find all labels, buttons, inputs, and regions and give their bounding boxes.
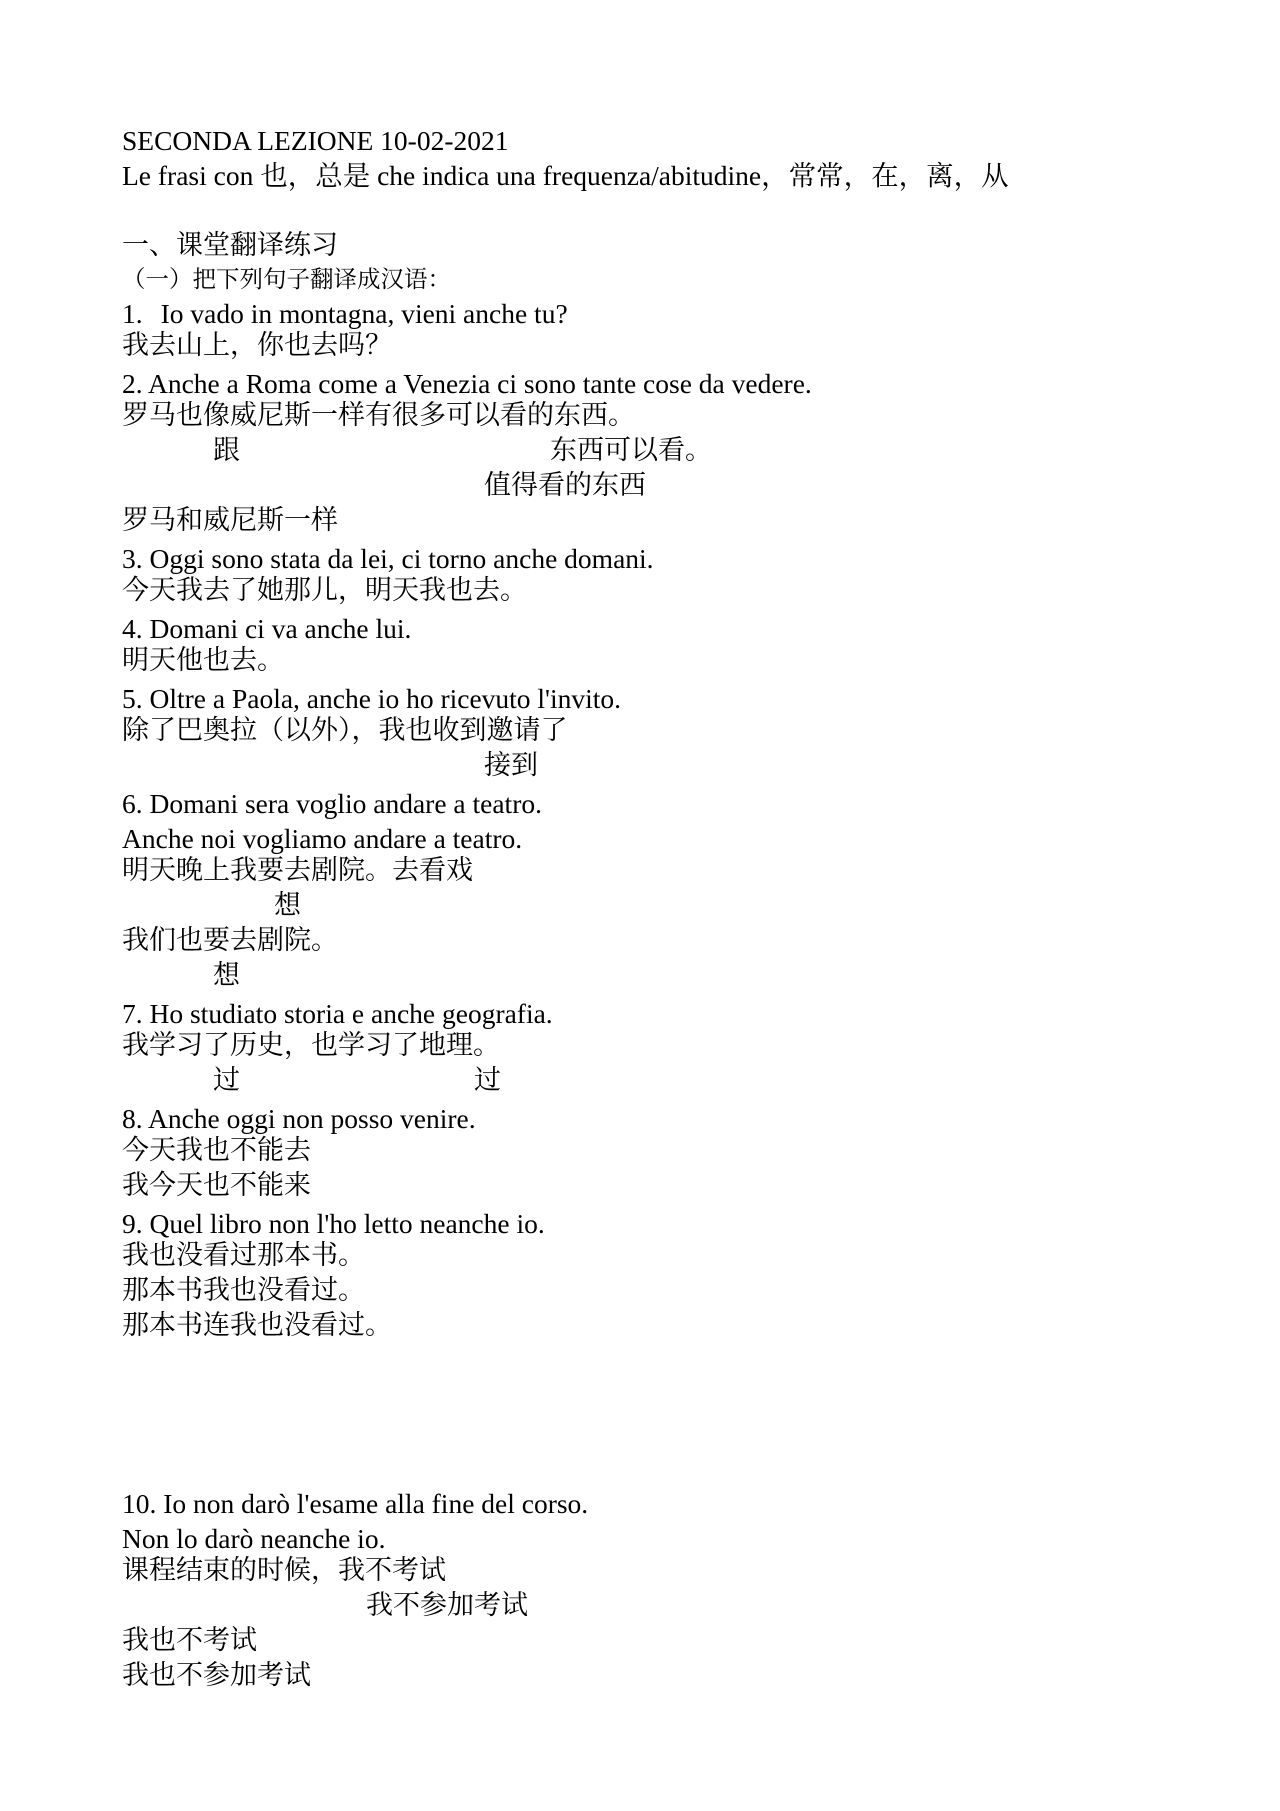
exercise-10-translation: 课程结束的时候，我不考试: [122, 1555, 446, 1586]
exercise-8-translation: 今天我也不能去: [122, 1135, 311, 1166]
exercise-6-annotation: 想: [213, 960, 240, 991]
section-heading: 一、课堂翻译练习: [122, 230, 338, 261]
exercise-10-source: 10. Io non darò l'esame alla fine del corso.: [122, 1488, 589, 1519]
exercise-1-translation: 我去山上，你也去吗？: [122, 330, 392, 361]
exercise-3-source: 3. Oggi sono stata da lei, ci torno anche domani.: [122, 543, 654, 574]
exercise-9-translation: 我也没看过那本书。: [122, 1240, 365, 1271]
exercise-6-source-2: Anche noi vogliamo andare a teatro.: [122, 823, 523, 854]
exercise-8-source: 8. Anche oggi non posso venire.: [122, 1103, 476, 1134]
page-subtitle: Le frasi con 也，总是 che indica una frequenza/abitudine，常常，在，离，从: [122, 160, 1009, 191]
exercise-10-source-2: Non lo darò neanche io.: [122, 1523, 386, 1554]
exercise-1-source-text: Io vado in montagna, vieni anche tu?: [160, 298, 568, 329]
exercise-7-source: 7. Ho studiato storia e anche geografia.: [122, 998, 553, 1029]
exercise-2-annotation: 东西可以看。: [550, 435, 712, 466]
exercise-10-translation: 我也不参加考试: [122, 1660, 311, 1691]
exercise-10-annotation: 我不参加考试: [366, 1590, 528, 1621]
exercise-1-number: 1.: [122, 298, 143, 329]
exercise-9-translation: 那本书我也没看过。: [122, 1275, 365, 1306]
exercise-10-translation: 我也不考试: [122, 1625, 257, 1656]
exercise-5-source: 5. Oltre a Paola, anche io ho ricevuto l'invito.: [122, 683, 622, 714]
page-title: SECONDA LEZIONE 10-02-2021: [122, 125, 509, 156]
subsection-heading: （一）把下列句子翻译成汉语：: [122, 265, 451, 293]
exercise-9-translation: 那本书连我也没看过。: [122, 1310, 392, 1341]
exercise-4-translation: 明天他也去。: [122, 645, 284, 676]
exercise-2-annotation: 跟: [213, 435, 240, 466]
exercise-7-annotation: 过: [213, 1065, 240, 1096]
exercise-1-source: [122, 300, 568, 328]
exercise-6-translation: 明天晚上我要去剧院。去看戏: [122, 855, 473, 886]
exercise-7-annotation: 过: [474, 1065, 501, 1096]
exercise-2-translation: 罗马也像威尼斯一样有很多可以看的东西。: [122, 400, 635, 431]
exercise-8-translation: 我今天也不能来: [122, 1170, 311, 1201]
exercise-5-translation: 除了巴奥拉（以外），我也收到邀请了: [122, 715, 568, 746]
exercise-6-translation: 我们也要去剧院。: [122, 925, 338, 956]
exercise-3-translation: 今天我去了她那儿，明天我也去。: [122, 575, 527, 606]
exercise-4-source: 4. Domani ci va anche lui.: [122, 613, 412, 644]
exercise-2-annotation: 值得看的东西: [484, 470, 646, 501]
exercise-6-source: 6. Domani sera voglio andare a teatro.: [122, 788, 542, 819]
exercise-2-source: 2. Anche a Roma come a Venezia ci sono tante cose da vedere.: [122, 368, 812, 399]
exercise-2-extra-translation: 罗马和威尼斯一样: [122, 505, 338, 536]
exercise-9-source: 9. Quel libro non l'ho letto neanche io.: [122, 1208, 545, 1239]
exercise-7-translation: 我学习了历史，也学习了地理。: [122, 1030, 500, 1061]
exercise-5-annotation: 接到: [484, 750, 538, 781]
exercise-6-annotation: 想: [274, 890, 301, 921]
